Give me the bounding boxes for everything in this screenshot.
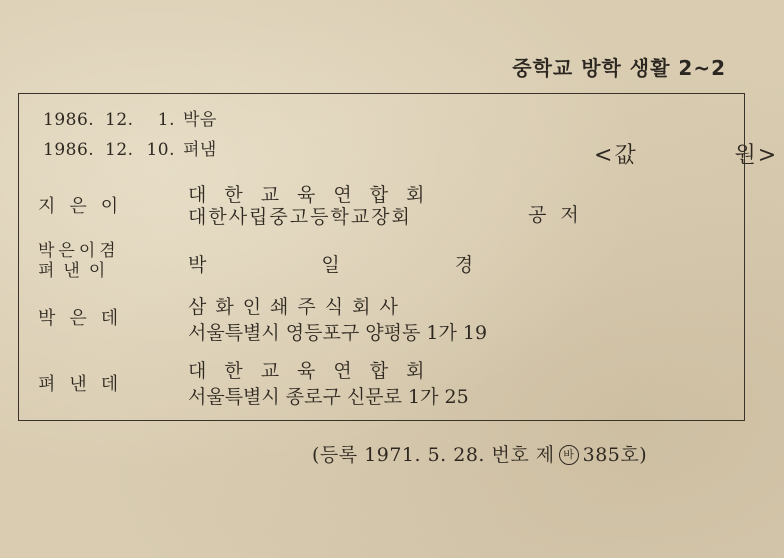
- publish-date-year: 1986.: [43, 140, 95, 160]
- price-open-bracket: <: [594, 143, 615, 168]
- publisher-name: 박일경: [188, 254, 589, 276]
- authors-label: 지은이: [38, 196, 133, 217]
- printer-address: 서울특별시 영등포구 양평동 1가 19: [188, 322, 488, 344]
- authors-role: 공저: [528, 204, 593, 226]
- publish-date-label: 펴냄: [183, 140, 217, 160]
- printer-label: 박은데: [38, 308, 133, 329]
- publisher-label-line2: 펴낸이: [38, 261, 115, 281]
- issuer-name: 대한교육연합회: [188, 360, 443, 382]
- registration-note: [312, 440, 647, 468]
- issuer-address: 서울특별시 종로구 신문로 1가 25: [188, 386, 469, 408]
- print-date-label: 박음: [183, 110, 217, 130]
- price-close-bracket: >: [757, 143, 779, 168]
- print-date-year: 1986.: [43, 110, 95, 130]
- printer-name: 삼화인쇄주식회사: [188, 296, 407, 318]
- price: [594, 138, 778, 169]
- price-unit: 원: [734, 143, 758, 168]
- authors-line1: 대한교육연합회: [188, 184, 443, 206]
- publish-date: [43, 135, 217, 160]
- issuer-label: 펴낸데: [38, 374, 133, 395]
- publish-date-month: 12.: [105, 140, 134, 160]
- price-label: 값: [614, 143, 638, 168]
- authors-line2: 대한사립중고등학교장회: [188, 206, 412, 228]
- registration-prefix: (등록 1971. 5. 28. 번호 제: [312, 444, 555, 466]
- series-title: 중학교 방학 생활 2~2: [512, 56, 726, 80]
- registration-circle-mark: 바: [559, 445, 579, 465]
- print-date-month: 12.: [105, 110, 134, 130]
- registration-suffix: 385호): [582, 444, 648, 466]
- print-date: [43, 105, 217, 130]
- publish-date-day: 10.: [146, 140, 175, 160]
- print-date-day: 1.: [157, 110, 175, 130]
- publisher-label-line1: 박은이겸: [38, 241, 120, 261]
